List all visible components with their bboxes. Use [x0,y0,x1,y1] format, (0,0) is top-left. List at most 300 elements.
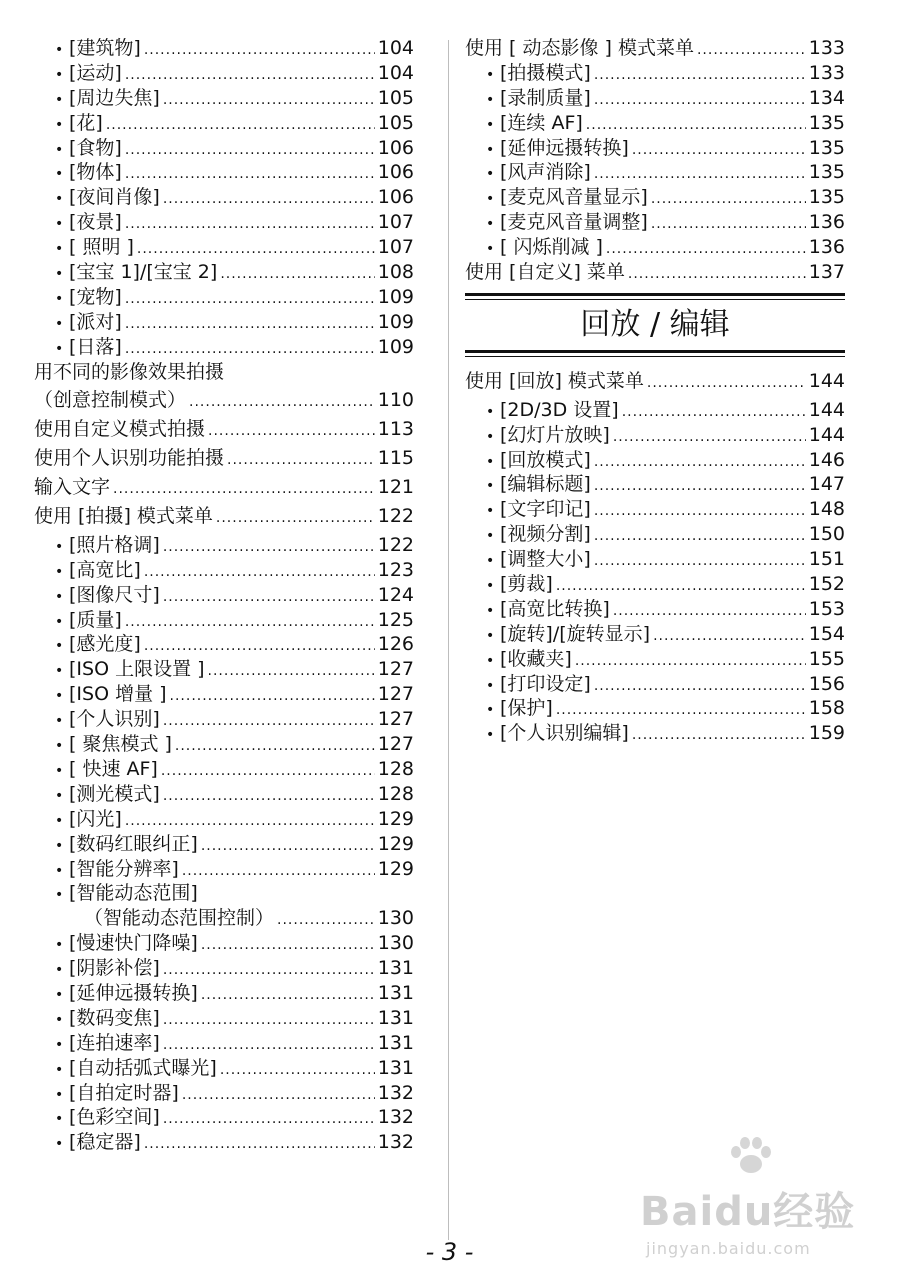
bullet-icon: • [55,1086,64,1103]
toc-page-number: 130 [377,932,414,955]
toc-page-number: 146 [808,448,845,471]
dot-leader [622,400,806,425]
toc-page-number: 152 [808,573,845,596]
toc-entry-label: [运动] [69,61,122,84]
toc-page-number: 104 [377,61,414,84]
toc-subentry [465,423,845,448]
toc-subentry [465,111,845,136]
toc-page-number: 132 [377,1106,414,1129]
toc-page-number: 131 [377,957,414,980]
toc-entry-label: [连拍速率] [69,1031,160,1054]
toc-entry [34,388,414,413]
bullet-icon: • [486,602,495,619]
toc-entry-label: [打印设定] [500,672,591,695]
dot-leader [175,734,375,759]
bullet-icon: • [55,962,64,979]
toc-entry-label: [风声消除] [500,161,591,184]
toc-entry-label: [感光度] [69,633,141,656]
dot-leader [182,1083,375,1108]
heading-rule-top [465,293,845,296]
toc-subentry [34,185,414,210]
toc-page-number: 159 [808,722,845,745]
bullet-icon: • [55,91,64,108]
toc-entry-label: [回放模式] [500,448,591,471]
toc-right-top [465,36,845,285]
bullet-icon: • [486,216,495,233]
toc-subentry [34,61,414,86]
toc-page-number: 113 [377,418,414,441]
toc-subentry [34,857,414,882]
toc-page-number: 109 [377,285,414,308]
toc-entry-label: [ 聚焦模式 ] [69,733,172,756]
dot-leader [201,834,375,859]
bullet-icon: • [55,1061,64,1078]
dot-leader [125,287,375,312]
toc-page-number: 127 [377,683,414,706]
toc-entry-label: 使用个人识别功能拍摄 [34,447,225,470]
toc-page-number: 127 [377,708,414,731]
toc-page-number: 144 [808,423,845,446]
bullet-icon: • [55,563,64,580]
dot-leader [227,448,375,473]
bullet-icon: • [55,315,64,332]
toc-page-number: 127 [377,658,414,681]
toc-subentry [34,632,414,657]
toc-subentry [465,647,845,672]
dot-leader [556,574,806,599]
bullet-icon: • [55,166,64,183]
bullet-icon: • [55,1111,64,1128]
bullet-icon: • [55,42,64,58]
toc-entry-label: [2D/3D 设置] [500,398,619,421]
toc-entry-label: [质量] [69,608,122,631]
bullet-icon: • [55,787,64,804]
toc-entry-label: [宠物] [69,285,122,308]
bullet-icon: • [486,652,495,669]
toc-entry [34,360,414,385]
toc-subentry [34,285,414,310]
toc-page-number: 131 [377,1031,414,1054]
toc-page-number: 109 [377,310,414,333]
baidu-watermark [640,1150,870,1260]
bullet-icon: • [55,216,64,233]
dot-leader [125,337,375,362]
toc-subentry [465,622,845,647]
toc-subentry [465,672,845,697]
dot-leader [575,649,806,674]
bullet-icon: • [55,191,64,208]
dot-leader [161,759,375,784]
toc-subentry [34,931,414,956]
toc-entry-label: [幻灯片放映] [500,423,610,446]
toc-entry-label: [食物] [69,136,122,159]
toc-page-number: 132 [377,1131,414,1154]
toc-entry [465,260,845,285]
watermark-url: jingyan.baidu.com [646,1239,811,1258]
toc-entry-label: [自拍定时器] [69,1081,179,1104]
toc-entry-label: [连续 AF] [500,111,583,134]
bullet-icon: • [486,727,495,744]
toc-entry [34,446,414,471]
dot-leader [594,549,806,574]
toc-page-number: 128 [377,782,414,805]
bullet-icon: • [486,578,495,595]
bullet-icon: • [486,627,495,644]
toc-page-number: 135 [808,186,845,209]
toc-page-number: 133 [808,37,845,59]
dot-leader [613,599,806,624]
toc-subentry [34,1130,414,1155]
toc-entry-label: [阴影补偿] [69,957,160,980]
toc-page-number: 136 [808,236,845,259]
bullet-icon: • [55,812,64,829]
toc-entry-label: [收藏夹] [500,647,572,670]
toc-subentry [34,160,414,185]
toc-subentry [34,608,414,633]
dot-leader [201,933,375,958]
toc-entry-label: [数码变焦] [69,1006,160,1029]
toc-subentry [465,86,845,111]
bullet-icon: • [55,538,64,555]
dot-leader [125,138,375,163]
toc-subentry [34,832,414,857]
toc-subentry [34,807,414,832]
toc-subentry [34,956,414,981]
bullet-icon: • [55,66,64,83]
toc-page-number: 156 [808,672,845,695]
toc-entry-label: [智能动态范围] [69,882,198,905]
toc-page-number: 153 [808,597,845,620]
bullet-icon: • [55,340,64,357]
bullet-icon: • [55,241,64,258]
toc-entry-label: 使用自定义模式拍摄 [34,418,206,441]
toc-subentry [465,696,845,721]
toc-subentry [34,260,414,285]
dot-leader [125,809,375,834]
toc-subentry [34,1105,414,1130]
bullet-icon: • [55,688,64,705]
dot-leader [208,419,375,444]
toc-page-number: 133 [808,61,845,84]
toc-subentry [34,1031,414,1056]
bullet-icon: • [55,613,64,630]
dot-leader [594,674,806,699]
toc-page-number: 121 [377,476,414,499]
toc-subentry [34,335,414,360]
dot-leader [277,908,375,933]
bullet-icon: • [55,290,64,307]
toc-subentry [465,497,845,522]
toc-subentry [34,533,414,558]
toc-subentry [34,881,414,906]
bullet-icon: • [486,141,495,158]
toc-page-number: 123 [377,558,414,581]
bullet-icon: • [486,403,495,420]
toc-page-number: 106 [377,161,414,184]
toc-page-number: 148 [808,498,845,521]
dot-leader [163,88,375,113]
toc-entry-label: [稳定器] [69,1131,141,1154]
toc-subentry [34,136,414,161]
toc-page-number: 154 [808,622,845,645]
toc-entry-label: [剪裁] [500,573,553,596]
toc-entry-label: [拍摄模式] [500,61,591,84]
toc-entry-label: [智能分辨率] [69,857,179,880]
toc-entry [465,36,845,61]
toc-entry-label: [高宽比] [69,558,141,581]
toc-page-number: 132 [377,1081,414,1104]
toc-page-number: 136 [808,211,845,234]
toc-entry-label: [文字印记] [500,498,591,521]
dot-leader [216,506,375,531]
dot-leader [163,709,375,734]
toc-right-bottom [465,369,845,746]
toc-subentry [34,1081,414,1106]
toc-entry-label: [ISO 上限设置 ] [69,658,205,681]
toc-page-number: 122 [377,533,414,556]
toc-entry-label: [色彩空间] [69,1106,160,1129]
toc-entry-label: 用不同的影像效果拍摄 [34,360,225,383]
dot-leader [594,450,806,475]
dot-leader [170,684,375,709]
toc-subentry [465,472,845,497]
toc-entry-label: 输入文字 [34,476,111,499]
toc-subentry [34,782,414,807]
toc-page-number: 158 [808,697,845,720]
dot-leader [163,187,375,212]
column-divider [448,40,449,1240]
bullet-icon: • [486,116,495,133]
toc-entry [34,475,414,500]
bullet-icon: • [486,428,495,445]
bullet-icon: • [55,887,64,904]
heading-rule-bottom-thin [465,356,845,357]
toc-page-number: 106 [377,136,414,159]
toc-entry-label: [图像尺寸] [69,583,160,606]
toc-entry-label: [慢速快门降噪] [69,932,198,955]
toc-entry-label: [延伸远摄转换] [500,136,629,159]
dot-leader [594,499,806,524]
toc-entry-label: [旋转]/[旋转显示] [500,622,651,645]
toc-page-number: 105 [377,86,414,109]
toc-page-number: 105 [377,111,414,134]
toc-subentry [34,111,414,136]
toc-page-number: 129 [377,832,414,855]
toc-page-number: 126 [377,633,414,656]
toc-entry-label: 使用 [回放] 模式菜单 [465,369,644,392]
toc-left-column [34,36,414,1155]
dot-leader [163,784,375,809]
bullet-icon: • [55,986,64,1003]
toc-entry-label: [宝宝 1]/[宝宝 2] [69,261,218,284]
dot-leader [144,1132,375,1157]
toc-entry-label: 使用 [拍摄] 模式菜单 [34,505,213,528]
toc-page-number: 106 [377,186,414,209]
bullet-icon: • [486,241,495,258]
toc-subentry [34,583,414,608]
dot-leader [125,312,375,337]
toc-page-number: 131 [377,981,414,1004]
dot-leader [594,474,806,499]
toc-page-number: 135 [808,136,845,159]
dot-leader [144,38,375,63]
bullet-icon: • [55,762,64,779]
bullet-icon: • [486,66,495,83]
toc-page-number: 115 [377,447,414,470]
toc-subentry [465,61,845,86]
dot-leader [125,610,375,635]
dot-leader [647,371,806,396]
toc-subentry [34,707,414,732]
toc-subentry [34,310,414,335]
toc-page-number: 131 [377,1006,414,1029]
toc-subentry [34,558,414,583]
dot-leader [586,113,806,138]
dot-leader [189,390,375,415]
toc-subentry [465,398,845,423]
toc-subentry [465,160,845,185]
dot-leader [613,425,806,450]
toc-page-number: 134 [808,86,845,109]
bullet-icon: • [55,713,64,730]
toc-page-number: 129 [377,857,414,880]
dot-leader [632,138,806,163]
toc-entry-label: [延伸远摄转换] [69,981,198,1004]
toc-entry-label: [保护] [500,697,553,720]
toc-entry-label: 使用 [自定义] 菜单 [465,261,625,284]
dot-leader [163,585,375,610]
dot-leader [106,113,375,138]
toc-entry-label: [日落] [69,335,122,358]
dot-leader [220,262,374,287]
toc-entry-label: [照片格调] [69,533,160,556]
page-number: - 3 - [425,1238,474,1266]
dot-leader [163,1033,375,1058]
toc-page-number: 127 [377,733,414,756]
toc-entry-label: [派对] [69,310,122,333]
toc-subentry [465,235,845,260]
toc-entry-label: [自动括弧式曝光] [69,1056,217,1079]
bullet-icon: • [55,738,64,755]
bullet-icon: • [486,91,495,108]
toc-entry [465,369,845,394]
toc-entry-label: （智能动态范围控制） [84,907,275,930]
dot-leader [163,958,375,983]
dot-leader [163,1107,375,1132]
bullet-icon: • [486,478,495,495]
toc-subentry [34,235,414,260]
toc-page-number: 137 [808,261,845,284]
toc-page-number: 144 [808,398,845,421]
bullet-icon: • [55,588,64,605]
heading-rule-bottom [465,350,845,353]
toc-entry-label: [ISO 增量 ] [69,683,167,706]
dot-leader [653,624,806,649]
toc-entry-label: [ 快速 AF] [69,757,158,780]
dot-leader [208,659,375,684]
dot-leader [125,63,375,88]
toc-subentry [465,721,845,746]
toc-entry-label: [夜间肖像] [69,186,160,209]
bullet-icon: • [55,116,64,133]
toc-subentry [465,185,845,210]
toc-subentry [34,36,414,61]
toc-subentry [465,572,845,597]
bullet-icon: • [55,937,64,954]
toc-page-number: 109 [377,335,414,358]
toc-subentry [34,210,414,235]
dot-leader [137,237,375,262]
toc-subentry [34,1056,414,1081]
bullet-icon: • [55,862,64,879]
dot-leader [651,187,806,212]
bullet-icon: • [486,453,495,470]
bullet-icon: • [486,702,495,719]
dot-leader [144,560,375,585]
toc-subentry [34,657,414,682]
toc-entry-label: [物体] [69,161,122,184]
toc-subentry [465,547,845,572]
toc-entry-label: [周边失焦] [69,86,160,109]
dot-leader [632,723,806,748]
toc-entry [34,906,414,931]
toc-page-number: 130 [377,907,414,930]
dot-leader [182,859,375,884]
dot-leader [651,212,806,237]
toc-entry-label: [视频分割] [500,523,591,546]
toc-subentry [34,757,414,782]
bullet-icon: • [55,141,64,158]
toc-entry-label: 使用 [ 动态影像 ] 模式菜单 [465,37,694,59]
toc-entry-label: [数码红眼纠正] [69,832,198,855]
toc-page-number: 135 [808,111,845,134]
toc-subentry [465,522,845,547]
toc-page-number: 124 [377,583,414,606]
toc-page-number: 107 [377,236,414,259]
toc-subentry [34,86,414,111]
bullet-icon: • [486,166,495,183]
toc-entry-label: [麦克风音量显示] [500,186,648,209]
toc-entry-label: [花] [69,111,103,134]
dot-leader [220,1058,375,1083]
dot-leader [144,634,375,659]
toc-entry-label: [调整大小] [500,548,591,571]
bullet-icon: • [486,677,495,694]
toc-entry-label: [夜景] [69,211,122,234]
bullet-icon: • [55,837,64,854]
bullet-icon: • [55,266,64,283]
toc-right-column [465,36,845,746]
toc-entry-label: （创意控制模式） [34,389,187,412]
dot-leader [113,477,375,502]
toc-entry-label: [ 照明 ] [69,236,134,259]
bullet-icon: • [55,1011,64,1028]
bullet-icon: • [55,638,64,655]
dot-leader [697,38,806,63]
dot-leader [606,237,806,262]
toc-entry-label: [麦克风音量调整] [500,211,648,234]
toc-entry-label: [闪光] [69,807,122,830]
toc-subentry [465,136,845,161]
toc-page-number: 110 [377,389,414,412]
toc-entry-label: [编辑标题] [500,473,591,496]
toc-page-number: 104 [377,37,414,59]
toc-subentry [34,682,414,707]
toc-page-number: 155 [808,647,845,670]
bullet-icon: • [55,1036,64,1053]
bullet-icon: • [486,553,495,570]
toc-entry-label: [高宽比转换] [500,597,610,620]
